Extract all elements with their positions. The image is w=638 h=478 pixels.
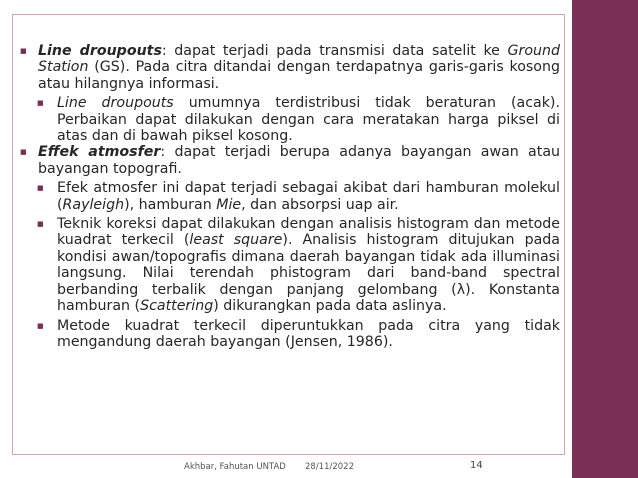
bullet-text-segment: Effek atmosfer	[38, 144, 161, 161]
sub-bullet-item	[20, 180, 560, 213]
bullet-text-segment: Mie	[216, 196, 242, 213]
bullet-text-segment: : dapat terjadi berupa adanya bayangan awan atau bayangan topografi.	[38, 144, 561, 177]
bullet-text-segment: : dapat terjadi pada transmisi data satelit ke	[161, 43, 508, 59]
footer-author: Akhbar, Fahutan UNTAD	[184, 462, 286, 472]
sub-bullet-item	[20, 95, 560, 144]
bullet-text-segment: Efek atmosfer ini dapat terjadi sebagai akibat dari hamburan molekul (	[57, 180, 560, 213]
bullet-text-segment: Ground Station	[38, 43, 560, 76]
bullet-text-segment: Rayleigh	[62, 196, 125, 213]
square-bullet-icon: ■	[20, 47, 27, 55]
square-bullet-icon: ■	[37, 321, 44, 330]
sub-bullet-item	[20, 216, 560, 314]
bullet-text-segment: least square	[189, 232, 283, 249]
bullet-item	[20, 144, 560, 177]
sub-bullet-item	[20, 318, 560, 351]
slide-body	[20, 43, 560, 350]
bullet-text-segment: Line droupouts	[38, 43, 162, 59]
bullet-text-segment: ) dikurangkan pada data aslinya.	[213, 298, 447, 315]
square-bullet-icon: ■	[37, 99, 44, 108]
square-bullet-icon: ■	[37, 220, 44, 229]
bullet-text-segment: , dan absorpsi uap air.	[241, 196, 399, 213]
square-bullet-icon: ■	[37, 184, 44, 193]
square-bullet-icon: ■	[20, 148, 27, 157]
footer-page-number: 14	[470, 460, 483, 471]
accent-side-bar	[572, 0, 638, 478]
bullet-item	[20, 43, 560, 92]
bullet-text-segment: ), hamburan	[124, 196, 217, 213]
bullet-text-segment: Scattering	[140, 298, 214, 315]
bullet-text-segment: umumnya terdistribusi tidak beraturan (acak). Perbaikan dapat dilakukan dengan cara meratakan harga piksel di atas dan di bawah piksel kosong.	[57, 95, 560, 145]
bullet-text-segment: Metode kuadrat terkecil diperuntukkan pada citra yang tidak mengandung daerah bayangan (Jensen, 1986).	[57, 317, 560, 350]
bullet-text-segment: (GS). Pada citra ditandai dengan terdapatnya garis-garis kosong atau hilangnya informasi.	[38, 59, 560, 92]
footer-date: 28/11/2022	[305, 462, 354, 472]
bullet-text-segment: Teknik koreksi dapat dilakukan dengan analisis histogram dan metode kuadrat terkecil (	[57, 216, 560, 249]
bullet-text-segment: Line droupouts	[57, 95, 174, 112]
bullet-text-segment: ). Analisis histogram ditujukan pada kondisi awan/topografis dimana daerah bayangan tidak ada illuminasi langsung. Nilai terendah phistogram dari band-band spectral berbanding terbalik dengan panjang gelombang (λ). Konstanta hamburan (	[57, 232, 560, 315]
